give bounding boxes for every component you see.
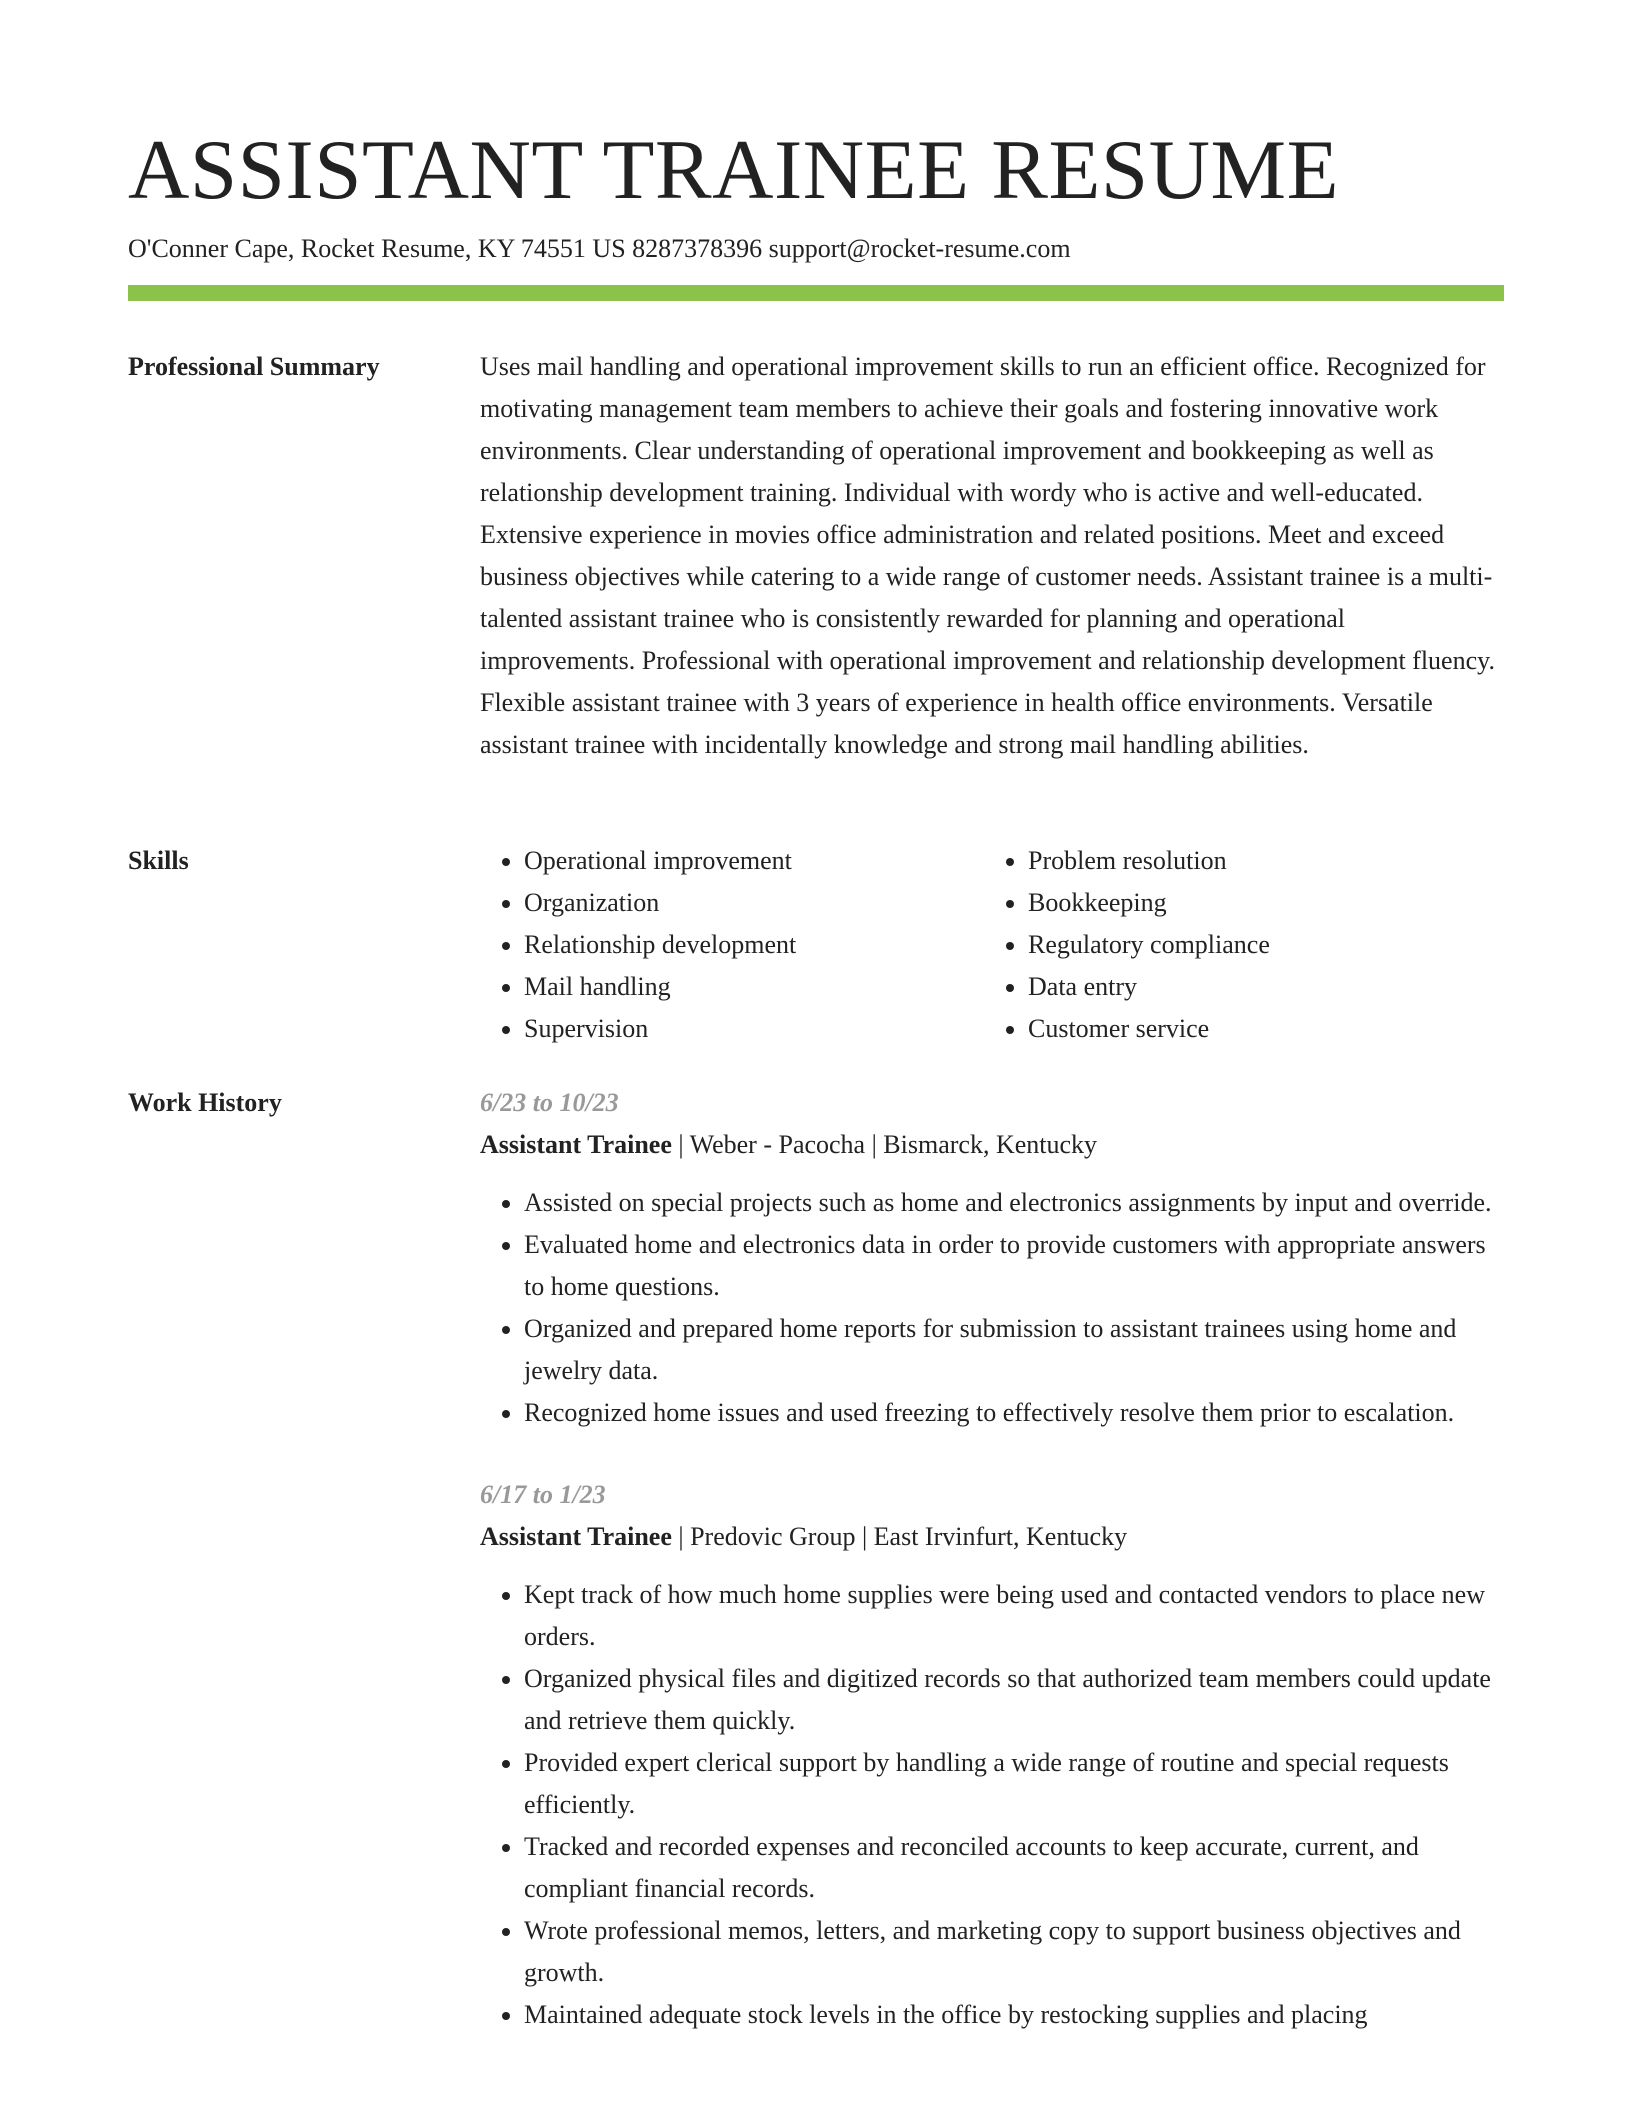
job-employer-location: | Predovic Group | East Irvinfurt, Kentucky — [671, 1522, 1128, 1551]
skill-item: • Customer service — [1028, 1008, 1488, 1050]
work-history-heading: Work History — [128, 1088, 282, 1117]
skills-section — [480, 840, 1504, 1050]
summary-section — [480, 346, 1504, 766]
job-duties — [480, 1182, 1504, 1434]
skill-item: • Relationship development — [524, 924, 984, 966]
job-dates: 6/17 to 1/23 — [480, 1480, 606, 1509]
accent-divider — [128, 285, 1504, 301]
skills-heading: Skills — [128, 846, 189, 875]
skill-item: • Operational improvement — [524, 840, 984, 882]
job-duty: • Organized physical files and digitized records so that authorized team members could update and retrieve them quickly. — [524, 1658, 1504, 1742]
job-duty: • Provided expert clerical support by handling a wide range of routine and special requests efficiently. — [524, 1742, 1504, 1826]
job-duties — [480, 1574, 1504, 2036]
job-duty: • Kept track of how much home supplies were being used and contacted vendors to place new orders. — [524, 1574, 1504, 1658]
job-title-line — [480, 1124, 1504, 1166]
skill-item: • Organization — [524, 882, 984, 924]
job-role: Assistant Trainee — [480, 1130, 672, 1159]
summary-heading: Professional Summary — [128, 352, 380, 381]
skill-item: • Regulatory compliance — [1028, 924, 1488, 966]
job-duty: • Recognized home issues and used freezing to effectively resolve them prior to escalation. — [524, 1392, 1504, 1434]
skill-item: • Problem resolution — [1028, 840, 1488, 882]
job-duty: • Assisted on special projects such as home and electronics assignments by input and override. — [524, 1182, 1504, 1224]
contact-line: O'Conner Cape, Rocket Resume, KY 74551 US 8287378396 support@rocket-resume.com — [128, 234, 1071, 263]
skill-item: • Supervision — [524, 1008, 984, 1050]
skills-grid — [480, 840, 1504, 1050]
skill-item: • Mail handling — [524, 966, 984, 1008]
skills-list-left — [480, 840, 984, 1050]
job-entry — [480, 1082, 1504, 1434]
skills-list-right — [984, 840, 1488, 1050]
job-duty: • Maintained adequate stock levels in the office by restocking supplies and placing — [524, 1994, 1504, 2036]
skill-item: • Data entry — [1028, 966, 1488, 1008]
job-employer-location: | Weber - Pacocha | Bismarck, Kentucky — [671, 1130, 1098, 1159]
job-role: Assistant Trainee — [480, 1522, 672, 1551]
skill-item: • Bookkeeping — [1028, 882, 1488, 924]
job-title-line — [480, 1516, 1504, 1558]
job-duty: • Tracked and recorded expenses and reconciled accounts to keep accurate, current, and compliant financial records. — [524, 1826, 1504, 1910]
job-entry — [480, 1474, 1504, 2036]
job-dates: 6/23 to 10/23 — [480, 1088, 619, 1117]
job-duty: • Organized and prepared home reports for submission to assistant trainees using home and jewelry data. — [524, 1308, 1504, 1392]
resume-title: ASSISTANT TRAINEE RESUME — [128, 123, 1340, 217]
job-duty: • Wrote professional memos, letters, and marketing copy to support business objectives and growth. — [524, 1910, 1504, 1994]
job-duty: • Evaluated home and electronics data in order to provide customers with appropriate answers to home questions. — [524, 1224, 1504, 1308]
summary-text: Uses mail handling and operational improvement skills to run an efficient office. Recognized for motivating management team members to achieve their goals and fostering innovative work environments. Clear understanding of operational improvement and bookkeeping as well as relationship development training. Individual with wordy who is active and well-educated. Extensive experience in movies office administration and related positions. Meet and exceed business objectives while catering to a wide range of customer needs. Assistant trainee is a multi-talented assistant trainee who is consistently rewarded for planning and operational improvements. Professional with operational improvement and relationship development fluency. Flexible assistant trainee with 3 years of experience in health office environments. Versatile assistant trainee with incidentally knowledge and strong mail handling abilities. — [480, 352, 1495, 759]
work-history-section — [480, 1082, 1504, 2036]
